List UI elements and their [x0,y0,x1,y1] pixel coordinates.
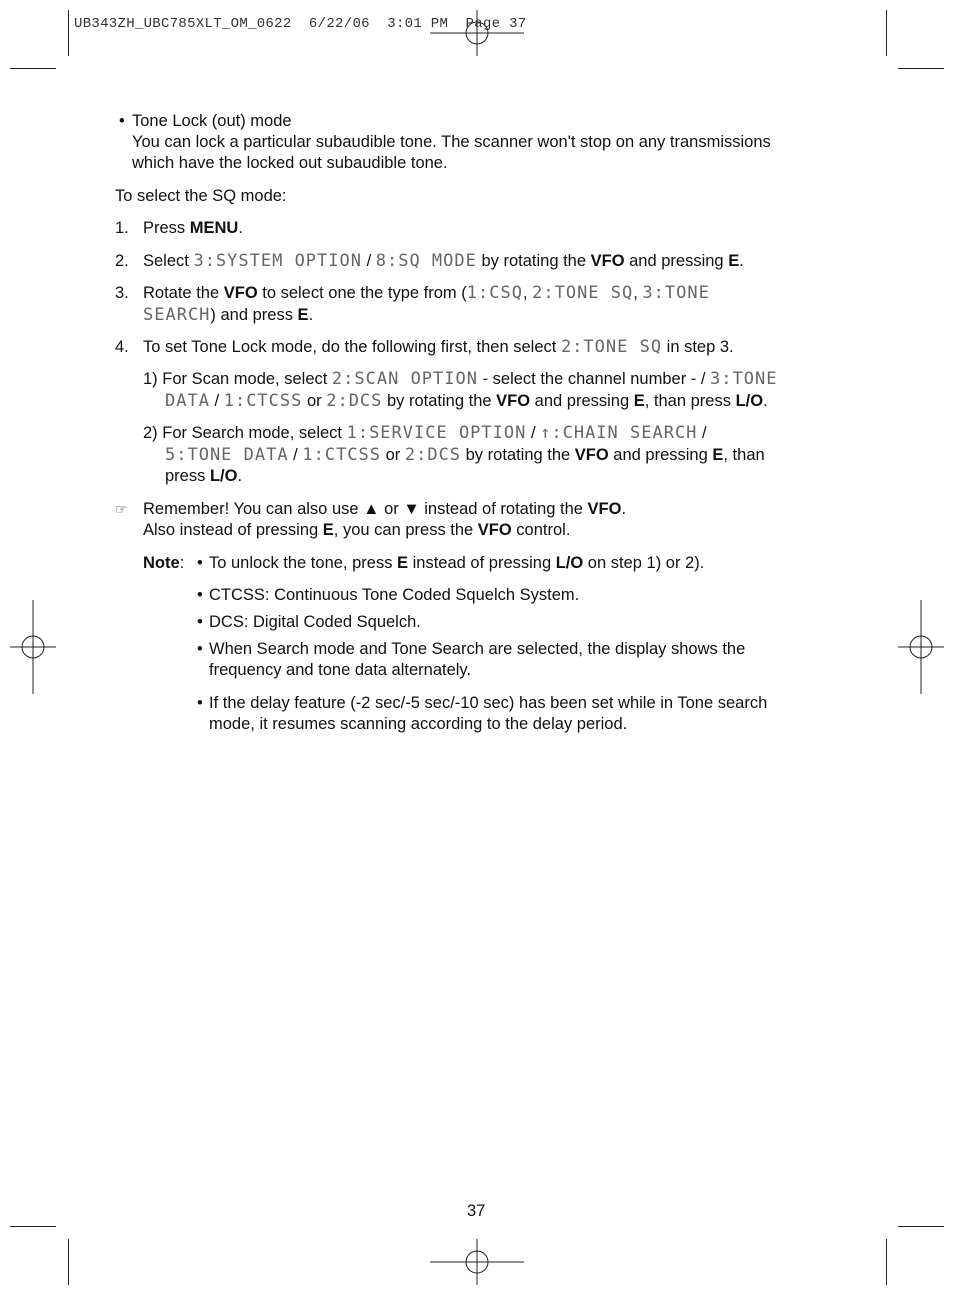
print-slug: UB343ZH_UBC785XLT_OM_0622 6/22/06 3:01 PM Page 37 [74,16,527,32]
step-2-text: Select 3:SYSTEM OPTION / 8:SQ MODE by rotating the VFO and pressing E. [143,251,744,271]
step-number: 3. [115,284,129,302]
crop-mark [10,1226,56,1227]
crop-mark [68,1239,69,1285]
note-5-cont: mode, it resumes scanning according to the delay period. [209,715,628,733]
up-arrow-icon: ▲ [363,500,380,518]
tone-lock-text-2: which have the locked out subaudible tone. [132,154,448,172]
note-label: Note: [143,554,185,572]
intro-text: To select the SQ mode: [115,187,287,205]
remember-text-2: Also instead of pressing E, you can press the VFO control. [143,521,571,539]
note-2: CTCSS: Continuous Tone Coded Squelch System. [209,586,580,604]
sub-step-2: 2) For Search mode, select 1:SERVICE OPTION / ↑:CHAIN SEARCH / [143,423,707,443]
crop-mark [898,1226,944,1227]
step-number: 2. [115,252,129,270]
step-4-text: To set Tone Lock mode, do the following first, then select 2:TONE SQ in step 3. [143,337,734,357]
note-1: To unlock the tone, press E instead of pressing L/O on step 1) or 2). [209,554,705,572]
crop-mark [898,68,944,69]
tone-lock-text-1: You can lock a particular subaudible tone. The scanner won't stop on any transmissions [132,133,771,151]
note-4-cont: frequency and tone data alternately. [209,661,472,679]
registration-mark-icon [898,600,944,695]
note-3: DCS: Digital Coded Squelch. [209,613,421,631]
tone-lock-title: Tone Lock (out) mode [132,112,292,130]
down-arrow-icon: ▼ [403,500,420,518]
tone-lock-bullet: • [119,112,125,130]
note-bullet: • [197,613,203,631]
registration-mark-icon [430,1239,525,1285]
crop-mark [10,68,56,69]
note-bullet: • [197,586,203,604]
crop-mark [68,10,69,56]
step-3-text: Rotate the VFO to select one the type from (1:CSQ, 2:TONE SQ, 3:TONE [143,283,710,303]
note-bullet: • [197,694,203,712]
step-number: 4. [115,338,129,356]
note-5: If the delay feature (-2 sec/-5 sec/-10 sec) has been set while in Tone search [209,694,768,712]
remember-text-1: Remember! You can also use ▲ or ▼ instead of rotating the VFO. [143,500,627,518]
sub-step-1-cont: DATA / 1:CTCSS or 2:DCS by rotating the VFO and pressing E, than press L/O. [165,391,768,411]
crop-mark [886,10,887,56]
crop-mark [886,1239,887,1285]
sub-step-1: 1) For Scan mode, select 2:SCAN OPTION - select the channel number - / 3:TONE [143,369,778,389]
note-bullet: • [197,554,203,572]
step-1-text: Press MENU. [143,219,243,237]
registration-mark-icon [10,600,56,695]
step-3-text-cont: SEARCH) and press E. [143,305,314,325]
page-number: 37 [467,1202,486,1220]
note-4: When Search mode and Tone Search are selected, the display shows the [209,640,746,658]
pointing-hand-icon: ☞ [115,501,128,517]
step-number: 1. [115,219,129,237]
sub-step-2-cont: 5:TONE DATA / 1:CTCSS or 2:DCS by rotating the VFO and pressing E, than [165,445,765,465]
note-bullet: • [197,640,203,658]
sub-step-2-cont-2: press L/O. [165,467,243,485]
